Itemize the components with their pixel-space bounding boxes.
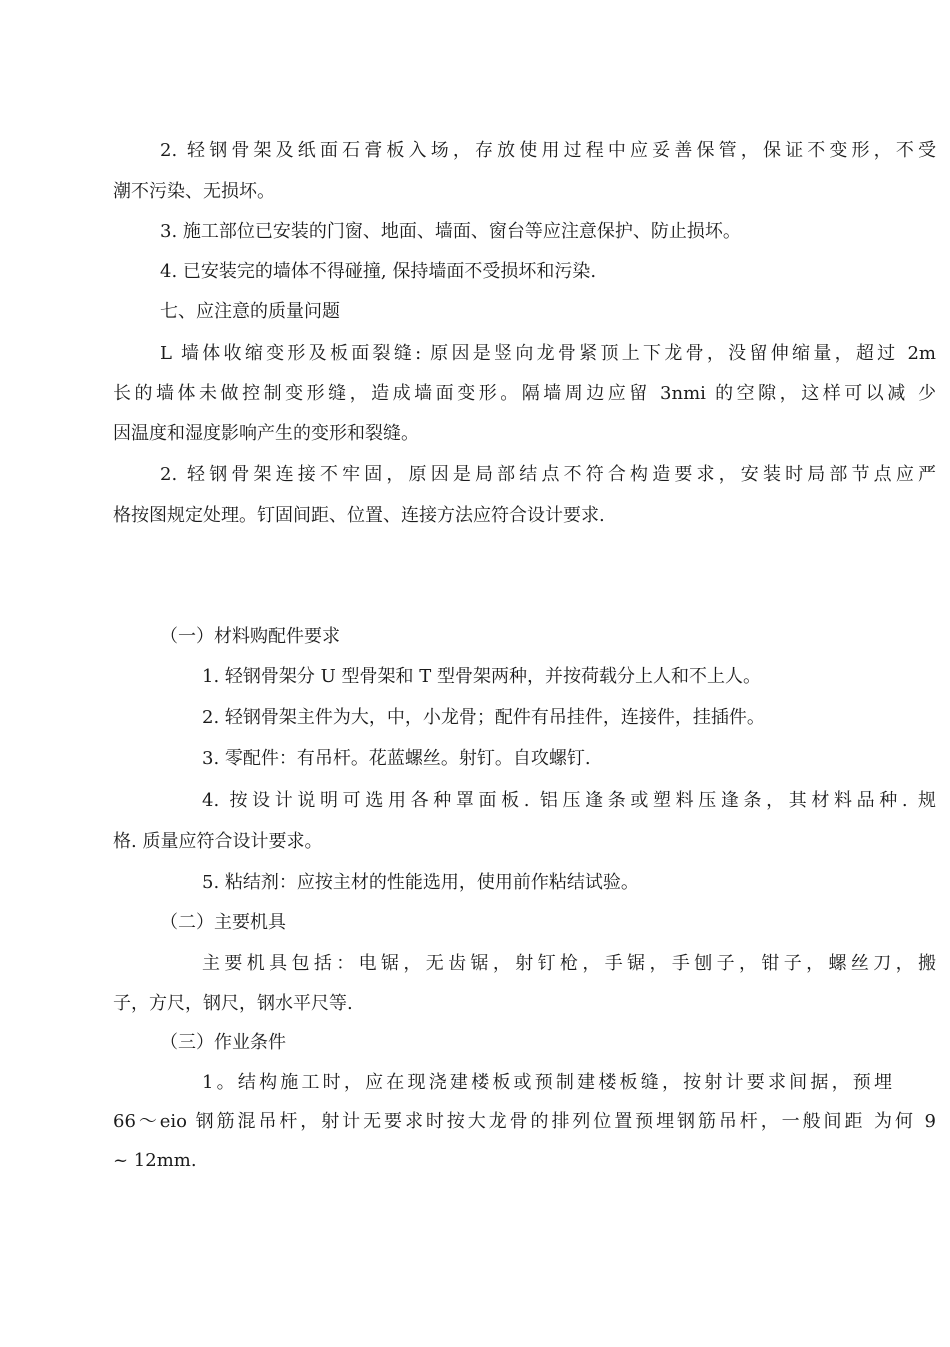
materials-item1: 1. 轻钢骨架分 U 型骨架和 T 型骨架两种，并按荷载分上人和不上人。 — [202, 666, 761, 687]
section-tools-title: （二）主要机具 — [160, 912, 286, 933]
section-materials-title: （一）材料购配件要求 — [160, 626, 340, 647]
item3: 3. 施工部位已安装的门窗、地面、墙面、窗台等应注意保护、防止损坏。 — [160, 221, 741, 242]
heading-quality-issues: 七、应注意的质量问题 — [160, 301, 340, 322]
tools-line2: 子，方尺，钢尺，钢水平尺等. — [113, 993, 353, 1014]
materials-item4-line1: 4. 按设计说明可选用各种罩面板. 铝压逢条或塑料压逢条，其材料品种. 规 — [202, 790, 936, 811]
item2-line1: 2. 轻钢骨架及纸面石膏板入场，存放使用过程中应妥善保管，保证不变形，不受 — [160, 140, 936, 161]
tools-line1: 主要机具包括：电锯，无齿锯，射钉枪，手锯，手刨子，钳子，螺丝刀，搬 — [202, 953, 936, 974]
conditions-line2: 66〜eio 钢筋混吊杆，射计无要求时按大龙骨的排列位置预埋钢筋吊杆，一般间距 为何 9 — [113, 1111, 936, 1132]
section-conditions-title: （三）作业条件 — [160, 1032, 286, 1053]
materials-item5: 5. 粘结剂：应按主材的性能选用，使用前作粘结试验。 — [202, 872, 639, 893]
quality2-line2: 格按图规定处理。钉固间距、位置、连接方法应符合设计要求. — [113, 505, 605, 526]
materials-item2: 2. 轻钢骨架主件为大，中，小龙骨；配件有吊挂件，连接件，挂插件。 — [202, 707, 765, 728]
conditions-line3: ~ 12mm. — [113, 1150, 197, 1171]
quality1-line2: 长的墙体未做控制变形缝，造成墙面变形。隔墙周边应留 3nmi 的空隙，这样可以减 少 — [113, 383, 936, 404]
item4: 4. 已安装完的墙体不得碰撞, 保持墙面不受损坏和污染. — [160, 261, 597, 282]
item2-line2: 潮不污染、无损坏。 — [113, 181, 275, 202]
quality1-line1: L 墙体收缩变形及板面裂缝: 原因是竖向龙骨紧顶上下龙骨，没留伸缩量，超过 2m — [160, 343, 936, 364]
materials-item3: 3. 零配件：有吊杆。花蓝螺丝。射钉。自攻螺钉. — [202, 748, 591, 769]
quality2-line1: 2. 轻钢骨架连接不牢固，原因是局部结点不符合构造要求，安装时局部节点应严 — [160, 464, 936, 485]
conditions-line1: 1。结构施工时，应在现浇建楼板或预制建楼板缝，按射计要求间据，预埋 — [202, 1072, 892, 1093]
materials-item4-line2: 格. 质量应符合设计要求。 — [113, 831, 323, 852]
quality1-line3: 因温度和湿度影响产生的变形和裂缝。 — [113, 423, 419, 444]
